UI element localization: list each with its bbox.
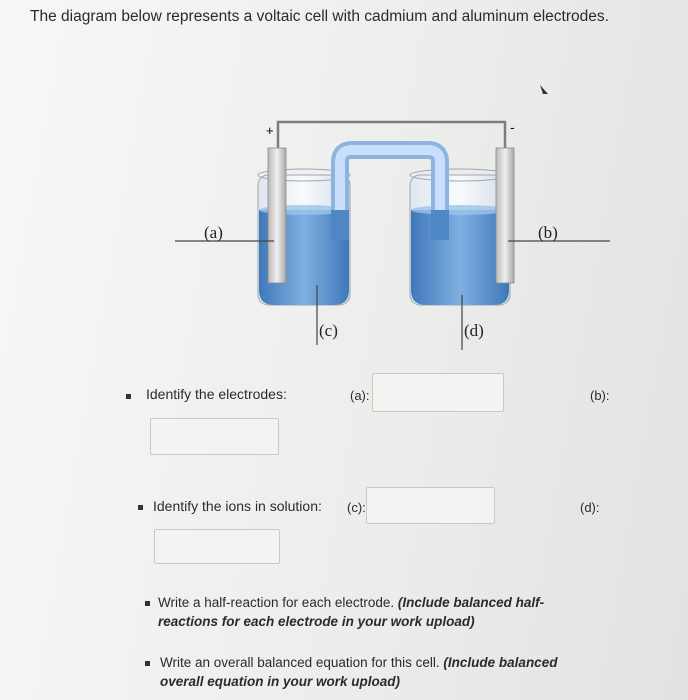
answer-box-d[interactable] [154,529,280,564]
answer-box-c[interactable] [366,487,495,524]
right-solution [411,210,509,305]
right-electrode [496,148,514,283]
minus-sign: - [510,119,515,135]
q4-text [160,653,590,691]
q3-bold-2: reactions for each electrode in your work upload) [158,614,475,629]
voltaic-cell-diagram [170,80,620,365]
q1-text: Identify the electrodes: [146,386,287,402]
q2-label-d: (d): [580,500,600,515]
q2-text: Identify the ions in solution: [153,498,322,514]
q3-plain: Write a half-reaction for each electrode. [158,595,398,610]
plus-sign: + [266,123,274,138]
q3-bold-1: (Include balanced half- [397,595,545,610]
diagram-label-c: (c) [319,321,338,340]
q1-label-b: (b): [590,388,610,403]
bullet-q1 [126,394,131,399]
diagram-label-a: (a) [204,223,223,242]
diagram-label-d: (d) [464,321,484,340]
voltaic-cell-svg [170,80,620,360]
bullet-q3 [145,601,150,606]
q3-text [158,593,588,631]
q4-bold-2: overall equation in your work upload) [160,674,401,689]
left-electrode [268,148,286,283]
q4-bold-1: (Include balanced [443,655,558,670]
bullet-q4 [145,661,150,666]
q4-plain: Write an overall balanced equation for this cell. [160,655,444,670]
diagram-label-b: (b) [538,223,558,242]
q1-label-a: (a): [350,388,370,403]
answer-box-b[interactable] [150,418,279,455]
answer-box-a[interactable] [372,373,504,412]
question-title: The diagram below represents a voltaic cell with cadmium and aluminum electrodes. [30,8,609,25]
q2-label-c: (c): [347,500,366,515]
mouse-cursor-icon [540,85,548,100]
bullet-q2 [138,505,143,510]
